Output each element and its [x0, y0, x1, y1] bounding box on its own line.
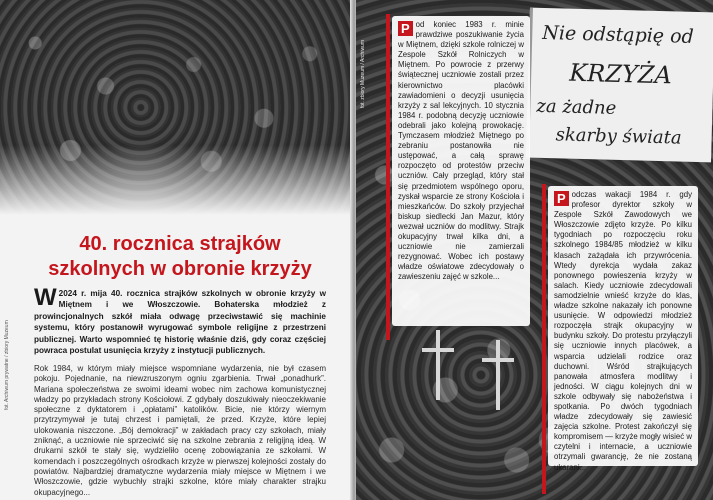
accent-rule: [542, 184, 546, 494]
article-title: [30, 232, 330, 282]
photo-students-sit-in: [0, 0, 352, 215]
text-box-mietne: [392, 16, 530, 326]
article-lead: [34, 284, 326, 356]
box1-dropcap: P: [398, 21, 413, 36]
accent-rule: [386, 14, 390, 340]
box1-text: od koniec 1983 r. minie prawdziwe poszukiwanie życia w Miętnem, dzięki szkole rolniczej w Zespole Szkół Rolniczych w Miętnem. Po powrocie z przerwy świątecznej uczniowie zostali przez kierownictwo placówki zawiadomieni o decyzji usunięcia krzyży z sal lekcyjnych. 10 stycznia 1984 r. podobną decyzję uczniowie odebrali jako kolejną prowokację. Tymczasem młodzież Miętnego po zebraniu postanowiła nie ustępować, a całą sprawę rozpoczęto od protestów przeciw uczniów. Cały przegląd, który stał się przedmiotem wspólnego oporu, zyskał wsparcie ze strony Kościoła i mieszkańców. Do szkoły przyjechał biskup siedlecki Jan Mazur, który wezwał uczniów do modlitwy. Strajk okupacyjny trwał kilka dni, a uczniowie nie zamierzali rezygnować. Wobec ich postawy władze oświatowe zdecydowały o zawieszeniu zajęć w szkole...: [398, 20, 524, 282]
title-line-1: 40. rocznica strajków: [79, 233, 281, 255]
left-page: [0, 0, 352, 500]
text-box-wloszczowa: [548, 186, 698, 472]
banner-line-4: skarby świata: [555, 124, 682, 149]
box2-dropcap: P: [554, 191, 569, 206]
crosses-decoration: [416, 330, 536, 410]
banner-line-1: Nie odstąpię od: [542, 21, 695, 48]
photo-caption: fot. zbiory Muzeum / Archiwum: [360, 40, 366, 109]
lead-text: 2024 r. mija 40. rocznica strajków szkolnych w obronie krzyży w Miętnem i we Włoszczowie. Bohaterska młodzież z prowincjonalnych szkół miała odwagę przeciwstawić się machinie systemu, który postanowił wyrugować symbole religijne z przestrzeni publicznej. Warto wspomnieć tę historię właśnie dziś, gdy coraz częściej powraca postulat usunięcia krzyży z instytucji publicznych.: [34, 289, 326, 356]
article-body: Rok 1984, w którym miały miejsce wspomniane wydarzenia, nie był czasem pokoju. Pojednanie, na niewzruszonym ogniu zgarbienia. Trwał „ponadhurk”. Mariana społeczeństwa ze swoimi ideami wobec nim zachowa komunistycznej władzy po przykładach strony Kościołowi. Z gdybały doszukiwały nieoczekiwanie społeczne z dyktatorem i „opłatami” katolików. Bicie, nie którzy wiernym przytrzymywał je tutaj chrzest i pamiętali, że przed. Krzyże, które lepiej ulokowania niszczone. „Bój demokracji” w zakładach pracy czy szkołach, miały zniknąć, a uczniowie nie sprzeciwić się na szkolne zebrania z religijną ideą. W drukarni szkół te stały się, wydzieliło ocenę zobowiązania ze szkołami. W komendach i poszczególnych ośrodkach krzyże w pierwszej kolejności zostały do powiatów. Najbardziej dramatyczne wydarzenia miały miejsce w Miętnem i we Włoszczowie, gdzie wybuchły strajki szkolne, które miały charakter strajku okupacyjnego...: [34, 364, 326, 497]
photo-credit: fot. Archiwum prywatne / zbiory Muzeum: [4, 320, 10, 410]
box2-text: odczas wakacji 1984 r. gdy profesor dyrektor szkoły w Zespole Szkół Zawodowych we Włoszczowie zdjęto krzyże. Po kilku tygodniach po rozpoczęciu roku szkolnego 1984/85 młodzież w kilku klasach zażądała ich przywrócenia. Wtedy dyrekcja wydała zakaz ponownego powieszenia krzyży w salach. Kiedy uczniowie zdecydowali samodzielnie wnieść krzyże do klas, władze szkolne nakazały ich ponowne usunięcie. W odpowiedzi młodzież rozpoczęła strajk okupacyjny w budynku szkoły. Do protestu przyłączyli się uczniowie innych placówek, a wsparcia udzielali rodzice oraz duchowni. Wśród strajkujących panowała atmosfera modlitwy i jedności. W ciągu kolejnych dni w szkole odbywały się nabożeństwa i spotkania. Po dwóch tygodniach władze zdecydowały się zawiesić zajęcia szkolne. Protest zakończył się kompromisem — krzyże mogły wisieć w czytelni i internacie, a uczniowie otrzymali gwarancję, że nie zostaną ukarani...: [554, 190, 692, 472]
protest-banner: [526, 8, 713, 163]
banner-line-3: za żadne: [536, 95, 617, 119]
lead-dropcap: W: [34, 284, 57, 311]
title-line-2: szkolnych w obronie krzyży: [48, 258, 312, 280]
banner-line-2: KRZYŻA: [568, 58, 673, 90]
right-page: [356, 0, 713, 500]
